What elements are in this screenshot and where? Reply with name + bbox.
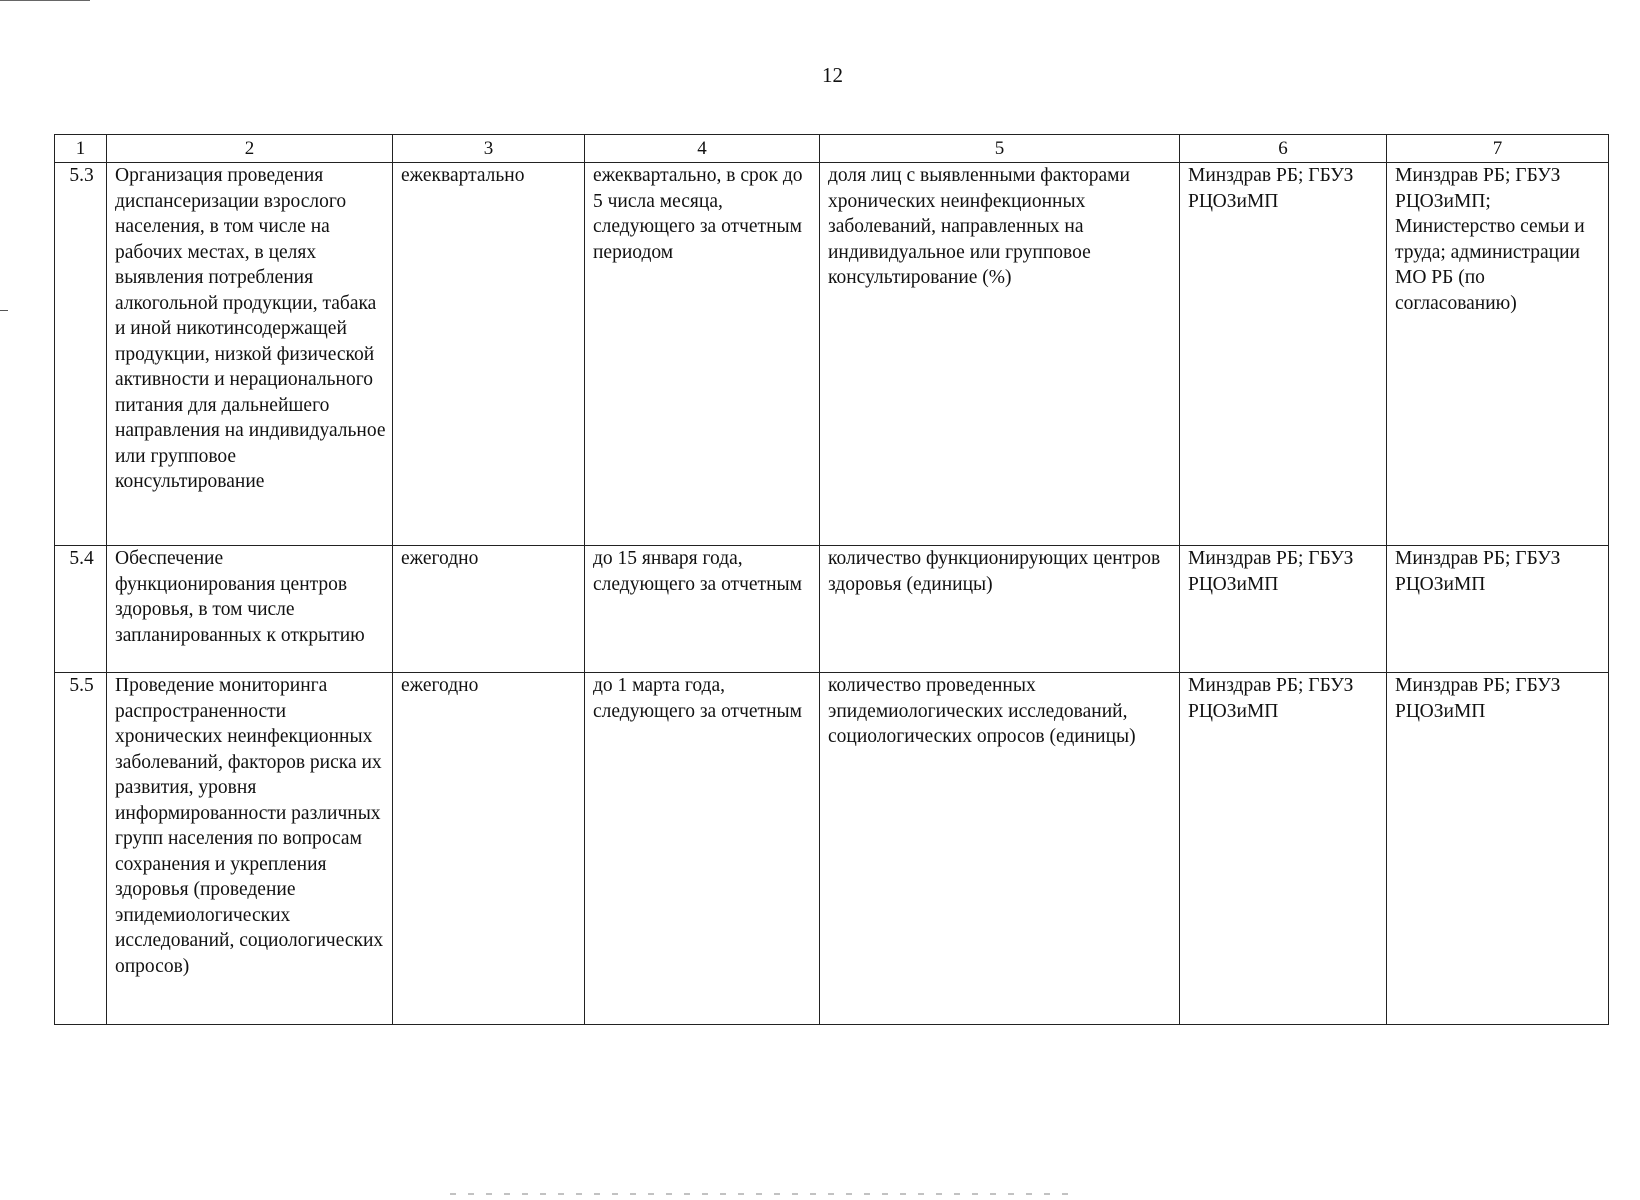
executors-cell: Минздрав РБ; ГБУЗ РЦОЗиМП; Министерство семьи и труда; администрации МО РБ (по согласованию)	[1387, 163, 1609, 546]
deadline-cell: до 1 марта года, следующего за отчетным	[585, 673, 820, 1025]
executors-cell: Минздрав РБ; ГБУЗ РЦОЗиМП	[1387, 546, 1609, 673]
measure-cell: Организация проведения диспансеризации взрослого населения, в том числе на рабочих местах, в целях выявления потребления алкогольной продукции, табака и иной никотинсодержащей продукции, низкой физической активности и нерационального питания для дальнейшего направления на индивидуальное или групповое консультирование	[107, 163, 393, 546]
scan-edge-mark	[0, 310, 8, 311]
deadline-cell: ежеквартально, в срок до 5 числа месяца, следующего за отчетным периодом	[585, 163, 820, 546]
indicator-cell: количество функционирующих центров здоровья (единицы)	[820, 546, 1180, 673]
item-number: 5.5	[55, 673, 107, 1025]
responsible-cell: Минздрав РБ; ГБУЗ РЦОЗиМП	[1180, 163, 1387, 546]
frequency-cell: ежегодно	[393, 673, 585, 1025]
item-number: 5.4	[55, 546, 107, 673]
frequency-cell: ежеквартально	[393, 163, 585, 546]
column-header: 6	[1180, 135, 1387, 163]
column-header: 1	[55, 135, 107, 163]
action-plan-table	[54, 134, 1609, 1025]
indicator-cell: количество проведенных эпидемиологических исследований, социологических опросов (единицы)	[820, 673, 1180, 1025]
responsible-cell: Минздрав РБ; ГБУЗ РЦОЗиМП	[1180, 546, 1387, 673]
column-header: 7	[1387, 135, 1609, 163]
column-header: 3	[393, 135, 585, 163]
measure-cell: Обеспечение функционирования центров здоровья, в том числе запланированных к открытию	[107, 546, 393, 673]
column-number-row	[55, 135, 1609, 163]
table-row	[55, 163, 1609, 546]
scan-artifact-dots	[450, 1193, 1080, 1195]
measure-cell: Проведение мониторинга распространенности хронических неинфекционных заболеваний, факторов риска их развития, уровня информированности различных групп населения по вопросам сохранения и укрепления здоровья (проведение эпидемиологических исследований, социологических опросов)	[107, 673, 393, 1025]
executors-cell: Минздрав РБ; ГБУЗ РЦОЗиМП	[1387, 673, 1609, 1025]
indicator-cell: доля лиц с выявленными факторами хронических неинфекционных заболеваний, направленных на индивидуальное или групповое консультирование (%)	[820, 163, 1180, 546]
responsible-cell: Минздрав РБ; ГБУЗ РЦОЗиМП	[1180, 673, 1387, 1025]
scan-corner-mark	[0, 0, 90, 1]
frequency-cell: ежегодно	[393, 546, 585, 673]
table-row	[55, 546, 1609, 673]
table-row	[55, 673, 1609, 1025]
item-number: 5.3	[55, 163, 107, 546]
column-header: 5	[820, 135, 1180, 163]
deadline-cell: до 15 января года, следующего за отчетным	[585, 546, 820, 673]
column-header: 2	[107, 135, 393, 163]
column-header: 4	[585, 135, 820, 163]
page-number: 12	[822, 63, 843, 87]
